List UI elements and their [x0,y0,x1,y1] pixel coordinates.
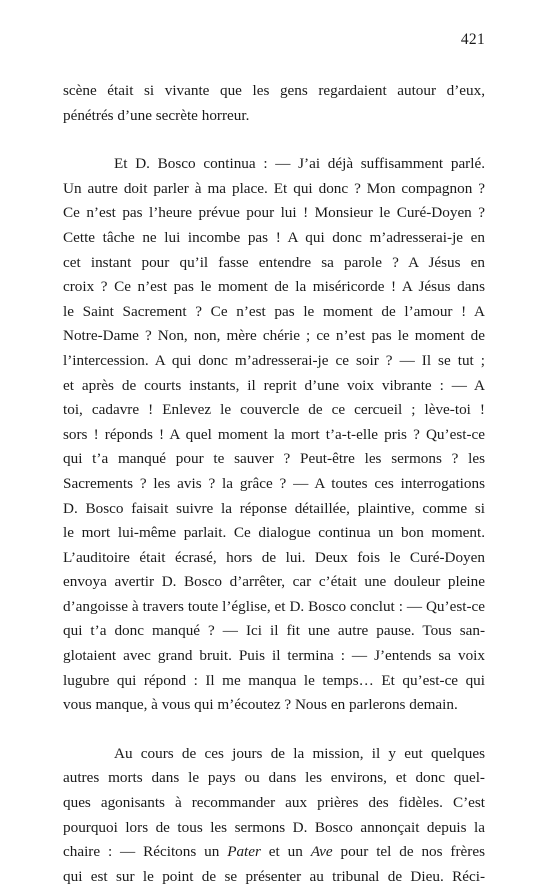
text-line: glotaient avec grand bruit. Puis il termina : — J’entends sa voix [63,647,485,665]
text-segment: chaire : — Récitons un [63,843,228,861]
paragraph-2 [63,152,485,718]
text-line: qui t’a donc manqué ? — Ici il fit une autre pause. Tous san- [63,622,485,640]
text-line: cet instant pour qu’il fasse entendre sa parole ? A Jésus en [63,253,485,271]
text-line-with-italics [63,840,485,865]
text-line: envoya avertir D. Bosco d’arrêter, car c’était une douleur pleine [63,573,485,591]
text-line: qui t’a manqué pour te sauver ? Peut-être les sermons ? les [63,450,485,468]
text-line: croix ? Ce n’est pas le moment de la miséricorde ! A Jésus dans [63,278,485,296]
text-line: le Saint Sacrement ? Ce n’est pas le moment de l’amour ! A [63,302,485,320]
text-line: Cette tâche ne lui incombe pas ! A qui donc m’adresserai-je en [63,228,485,246]
text-line: et après de courts instants, il reprit d’une voix vibrante : — A [63,376,485,394]
italic-pater: Pater [227,843,261,861]
text-line: Sacrements ? les avis ? la grâce ? — A toutes ces interrogations [63,474,485,492]
paragraph-3 [63,742,485,889]
text-line: lugubre qui répond : Il me manqua le temps… Et qu’est-ce qui [63,671,485,689]
text-line: Et D. Bosco continua : — J’ai déjà suffisamment parlé. [114,155,485,173]
text-line: L’auditoire était écrasé, hors de lui. Deux fois le Curé-Doyen [63,548,485,566]
text-line: Au cours de ces jours de la mission, il y eut quelques [114,744,485,762]
text-line: qui est sur le point de se présenter au tribunal de Dieu. Réci- [63,867,485,885]
text-segment: pour tel de nos frères [332,843,485,861]
text-line: pourquoi lors de tous les sermons D. Bosco annonçait depuis la [63,818,485,836]
page-number: 421 [460,31,485,48]
text-line: D. Bosco faisait suivre la réponse détaillée, plaintive, comme si [63,499,485,517]
text-line: pénétrés d’une secrète horreur. [63,106,250,124]
text-line: Un autre doit parler à ma place. Et qui donc ? Mon compagnon ? [63,179,485,197]
text-line: toi, cadavre ! Enlevez le couvercle de ce cercueil ; lève-toi ! [63,401,485,419]
text-line: Ce n’est pas l’heure prévue pour lui ! Monsieur le Curé-Doyen ? [63,204,485,222]
paragraph-1 [63,79,485,128]
text-line: d’angoisse à travers toute l’église, et D. Bosco conclut : — Qu’est-ce [63,597,485,615]
text-segment: et un [260,843,311,861]
italic-ave: Ave [310,843,333,861]
text-line: ques agonisants à recommander aux prières des fidèles. C’est [63,794,485,812]
text-line: l’intercession. A qui donc m’adresserai-je ce soir ? — Il se tut ; [63,351,485,369]
body-text [63,79,485,889]
text-line: sors ! réponds ! A quel moment la mort t’a-t-elle pris ? Qu’est-ce [63,425,485,443]
text-line: scène était si vivante que les gens regardaient autour d’eux, [63,82,485,99]
text-line: vous manque, à vous qui m’écoutez ? Nous en parlerons demain. [63,696,458,714]
text-line: autres morts dans le pays ou dans les environs, et donc quel- [63,769,485,787]
text-line: Notre-Dame ? Non, non, mère chérie ; ce n’est pas le moment de [63,327,485,345]
text-line: le mort lui-même parlait. Ce dialogue continua un bon moment. [63,524,485,542]
